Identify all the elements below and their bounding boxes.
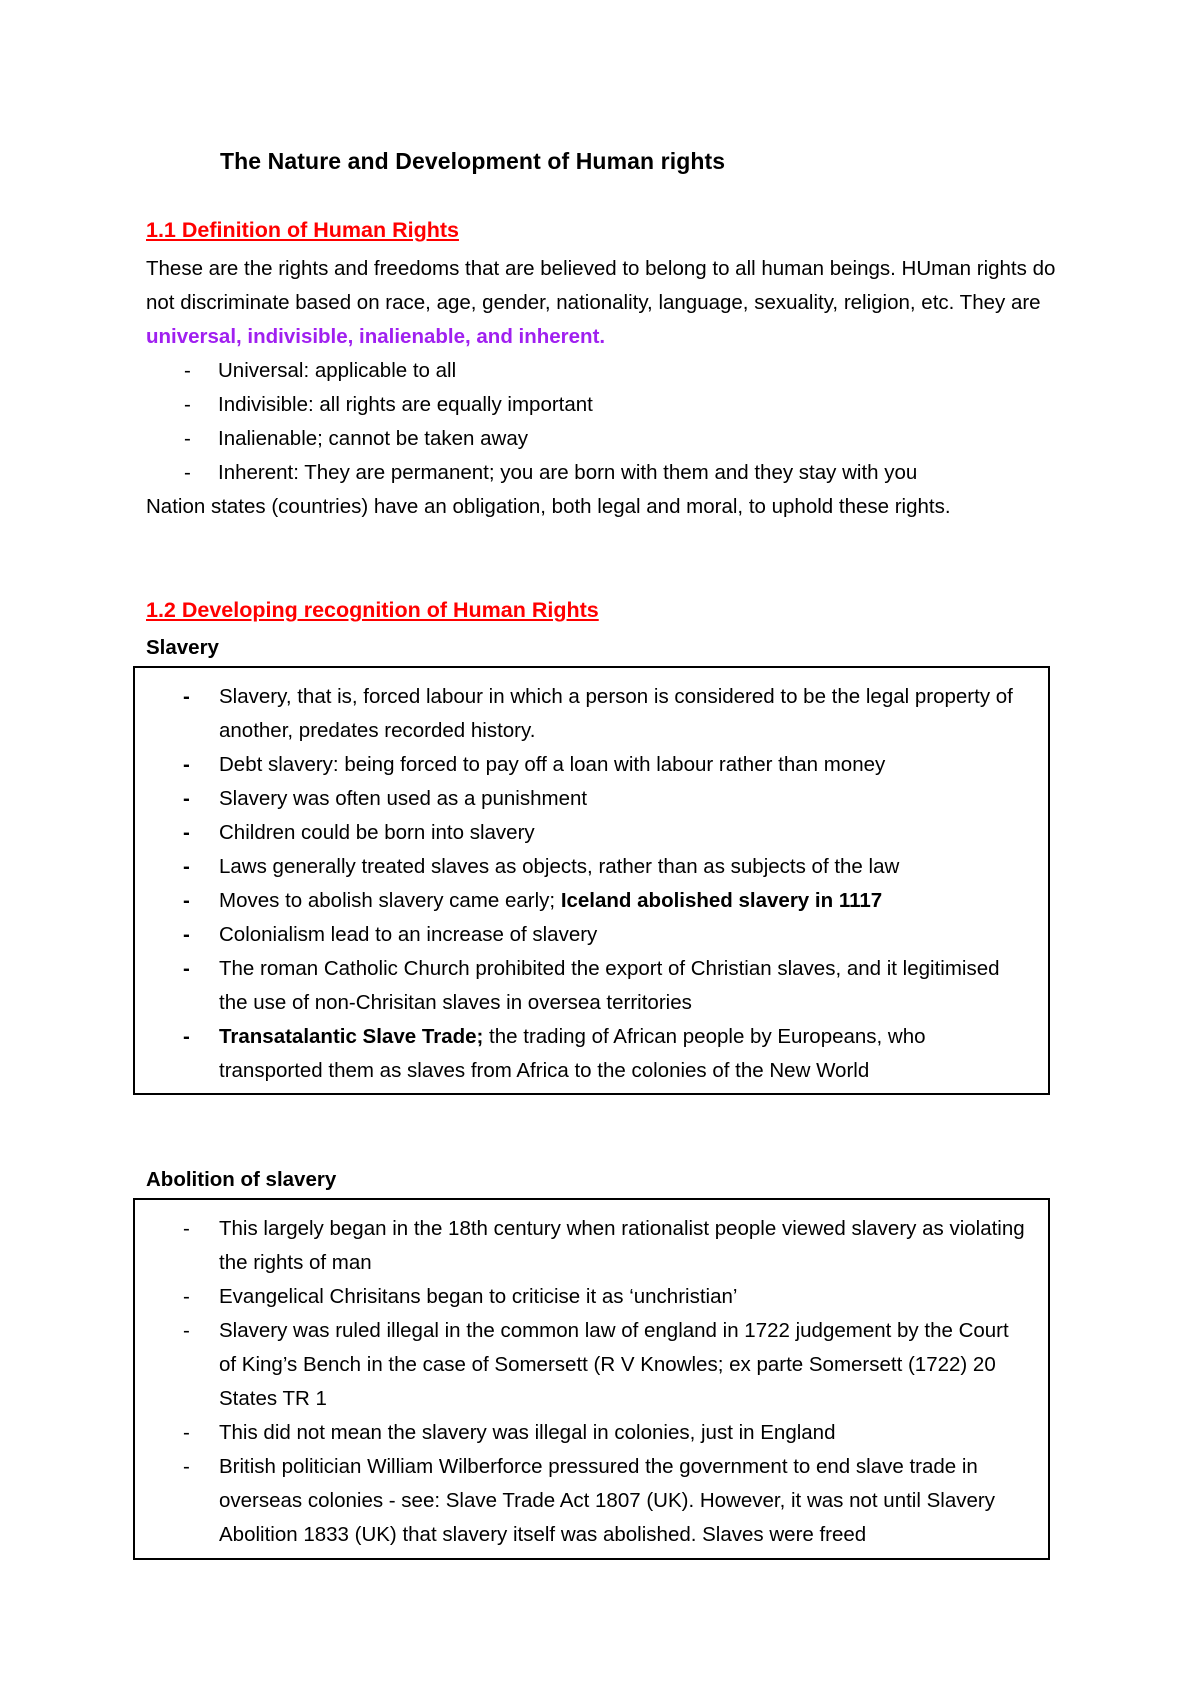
dash-bullet: - [183, 1025, 190, 1048]
list-item [146, 422, 1066, 456]
list-item [135, 816, 1048, 850]
definition-text: These are the rights and freedoms that are believed to belong to all human beings. HUman rights do not discriminate based on race, age, gender, nationality, language, sexuality, religion, etc. They are [146, 257, 1056, 314]
definition-body [146, 252, 1066, 524]
abolition-box [133, 1198, 1050, 1560]
section-heading-recognition: 1.2 Developing recognition of Human Rights [146, 598, 599, 622]
list-item [146, 388, 1066, 422]
abolition-list [135, 1212, 1048, 1552]
list-item-text: Laws generally treated slaves as objects, rather than as subjects of the law [219, 855, 900, 878]
dash-bullet: - [183, 1455, 190, 1478]
rights-properties-list [146, 354, 1066, 490]
list-item [135, 884, 1048, 918]
list-item-text: British politician William Wilberforce pressured the government to end slave trade in overseas colonies - see: Slave Trade Act 1807 (UK). However, it was not until Slavery Abolition 1833 (UK) that slavery itself was abolished. Slaves were freed [219, 1455, 995, 1546]
definition-paragraph [146, 252, 1066, 354]
list-item [135, 782, 1048, 816]
dash-bullet: - [184, 427, 191, 450]
list-item [135, 918, 1048, 952]
list-item-text: Inalienable; cannot be taken away [218, 427, 529, 450]
dash-bullet: - [183, 957, 190, 980]
definition-highlight: universal, indivisible, inalienable, and inherent. [146, 325, 606, 348]
list-item-text: This did not mean the slavery was illegal in colonies, just in England [219, 1421, 836, 1444]
list-item-text: Children could be born into slavery [219, 821, 535, 844]
slavery-box [133, 666, 1050, 1095]
list-item-text: This largely began in the 18th century when rationalist people viewed slavery as violating the rights of man [219, 1217, 1025, 1274]
abolition-subheading: Abolition of slavery [146, 1168, 337, 1191]
dash-bullet: - [184, 461, 191, 484]
document-title: The Nature and Development of Human rights [220, 148, 726, 174]
list-item [135, 850, 1048, 884]
list-item [135, 1020, 1048, 1088]
trade-highlight: Transatalantic Slave Trade; [219, 1025, 484, 1048]
list-item-text: Slavery, that is, forced labour in which a person is considered to be the legal property of another, predates recorded history. [219, 685, 1013, 742]
dash-bullet: - [183, 1285, 190, 1308]
dash-bullet: - [184, 393, 191, 416]
list-item [135, 680, 1048, 748]
list-item [135, 1280, 1048, 1314]
dash-bullet: - [183, 753, 190, 776]
dash-bullet: - [183, 855, 190, 878]
slavery-list [135, 680, 1048, 1088]
dash-bullet: - [183, 1421, 190, 1444]
list-item [135, 952, 1048, 1020]
list-item-text: Moves to abolish slavery came early; [219, 889, 561, 912]
list-item [135, 748, 1048, 782]
list-item [135, 1314, 1048, 1416]
list-item-text: Universal: applicable to all [218, 359, 457, 382]
list-item [135, 1212, 1048, 1280]
dash-bullet: - [183, 1319, 190, 1342]
dash-bullet: - [183, 787, 190, 810]
dash-bullet: - [183, 889, 190, 912]
dash-bullet: - [183, 685, 190, 708]
list-item-text: the trading of African people by Europeans, who transported them as slaves from Africa to the colonies of the New World [219, 1025, 926, 1082]
list-item-text: Evangelical Chrisitans began to criticise it as ‘unchristian’ [219, 1285, 738, 1308]
list-item-text: Inherent: They are permanent; you are born with them and they stay with you [218, 461, 918, 484]
dash-bullet: - [183, 1217, 190, 1240]
list-item-text: Slavery was ruled illegal in the common law of england in 1722 judgement by the Court of King’s Bench in the case of Somersett (R V Knowles; ex parte Somersett (1722) 20 States TR 1 [219, 1319, 1009, 1410]
section-heading-definition: 1.1 Definition of Human Rights [146, 218, 459, 242]
list-item [146, 456, 1066, 490]
slavery-subheading: Slavery [146, 636, 219, 659]
obligation-paragraph: Nation states (countries) have an obligation, both legal and moral, to uphold these rights. [146, 495, 951, 518]
list-item-text: The roman Catholic Church prohibited the export of Christian slaves, and it legitimised the use of non-Chrisitan slaves in oversea territories [219, 957, 1000, 1014]
dash-bullet: - [183, 821, 190, 844]
list-item [146, 354, 1066, 388]
list-item-text: Indivisible: all rights are equally important [218, 393, 593, 416]
list-item [135, 1416, 1048, 1450]
iceland-highlight: Iceland abolished slavery in 1117 [560, 889, 883, 912]
list-item-text: Slavery was often used as a punishment [219, 787, 588, 810]
list-item-text: Debt slavery: being forced to pay off a loan with labour rather than money [219, 753, 886, 776]
list-item [135, 1450, 1048, 1552]
dash-bullet: - [183, 923, 190, 946]
list-item-text: Colonialism lead to an increase of slavery [219, 923, 598, 946]
dash-bullet: - [184, 359, 191, 382]
